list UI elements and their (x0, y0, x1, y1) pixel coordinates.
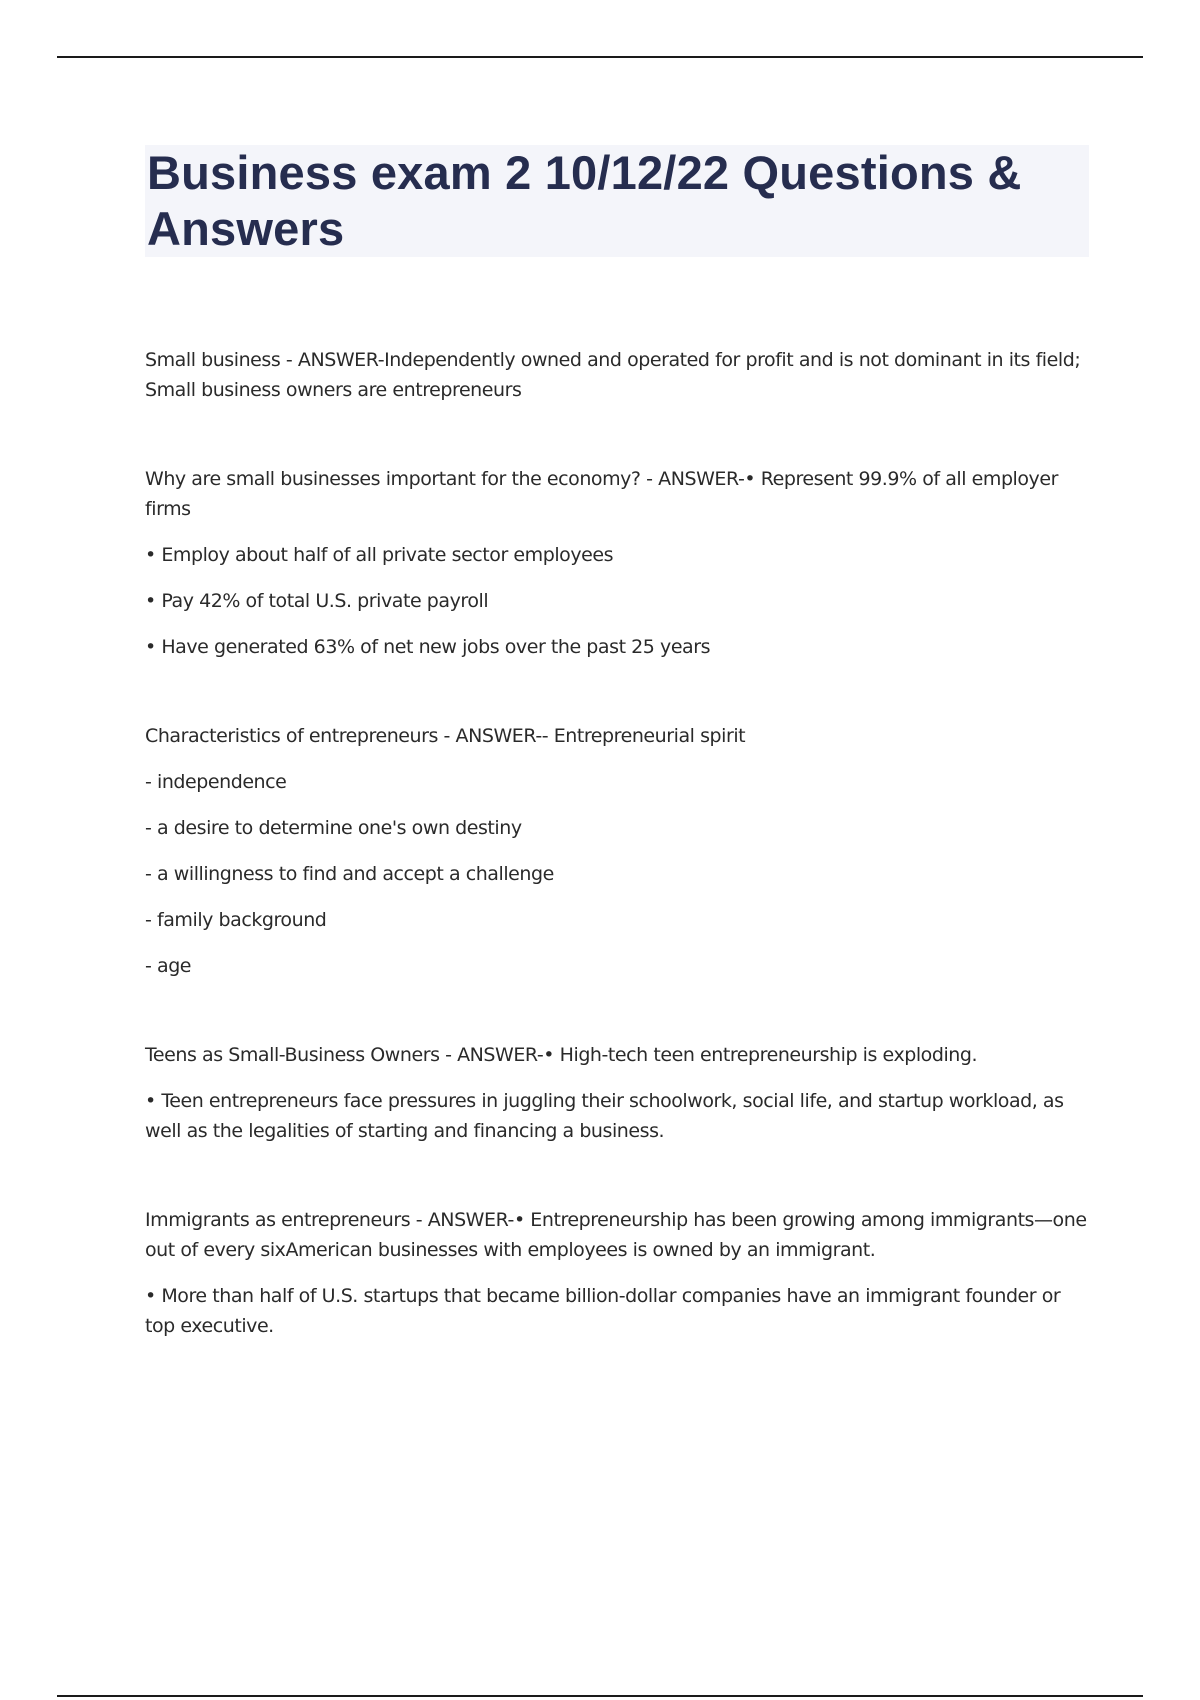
qa-line: • Employ about half of all private sector employees (145, 544, 614, 566)
qa-line: Why are small businesses important for the economy? - ANSWER-• Represent 99.9% of all employer firms (145, 468, 1058, 520)
qa-line: • More than half of U.S. startups that became billion-dollar companies have an immigrant founder or top executive. (145, 1285, 1061, 1337)
header-rule (57, 56, 1143, 58)
title-banner (145, 145, 1089, 257)
qa-line: - independence (145, 771, 287, 793)
qa-line: • Have generated 63% of net new jobs over the past 25 years (145, 636, 711, 658)
qa-line: - family background (145, 909, 327, 931)
qa-item (145, 345, 1095, 405)
qa-line: Immigrants as entrepreneurs - ANSWER-• Entrepreneurship has been growing among immigrants—one out of every sixAmerican businesses with employees is owned by an immigrant. (145, 1209, 1087, 1261)
qa-item (145, 1205, 1095, 1341)
qa-line: - age (145, 955, 192, 977)
qa-line: Teens as Small-Business Owners - ANSWER-• High-tech teen entrepreneurship is exploding. (145, 1044, 978, 1066)
footer-rule (57, 1695, 1143, 1697)
qa-line: • Pay 42% of total U.S. private payroll (145, 590, 489, 612)
qa-item (145, 721, 1095, 981)
qa-line: - a willingness to find and accept a challenge (145, 863, 554, 885)
qa-line: Small business - ANSWER-Independently owned and operated for profit and is not dominant in its field; Small business owners are entrepreneurs (145, 349, 1081, 401)
qa-item (145, 1040, 1095, 1146)
qa-list (145, 345, 1095, 1400)
qa-item (145, 464, 1095, 662)
document-title: Business exam 2 10/12/22 Questions & Answers (147, 146, 1022, 255)
qa-line: - a desire to determine one's own destiny (145, 817, 522, 839)
qa-line: Characteristics of entrepreneurs - ANSWER-- Entrepreneurial spirit (145, 725, 746, 747)
qa-line: • Teen entrepreneurs face pressures in juggling their schoolwork, social life, and startup workload, as well as the legalities of starting and financing a business. (145, 1090, 1064, 1142)
